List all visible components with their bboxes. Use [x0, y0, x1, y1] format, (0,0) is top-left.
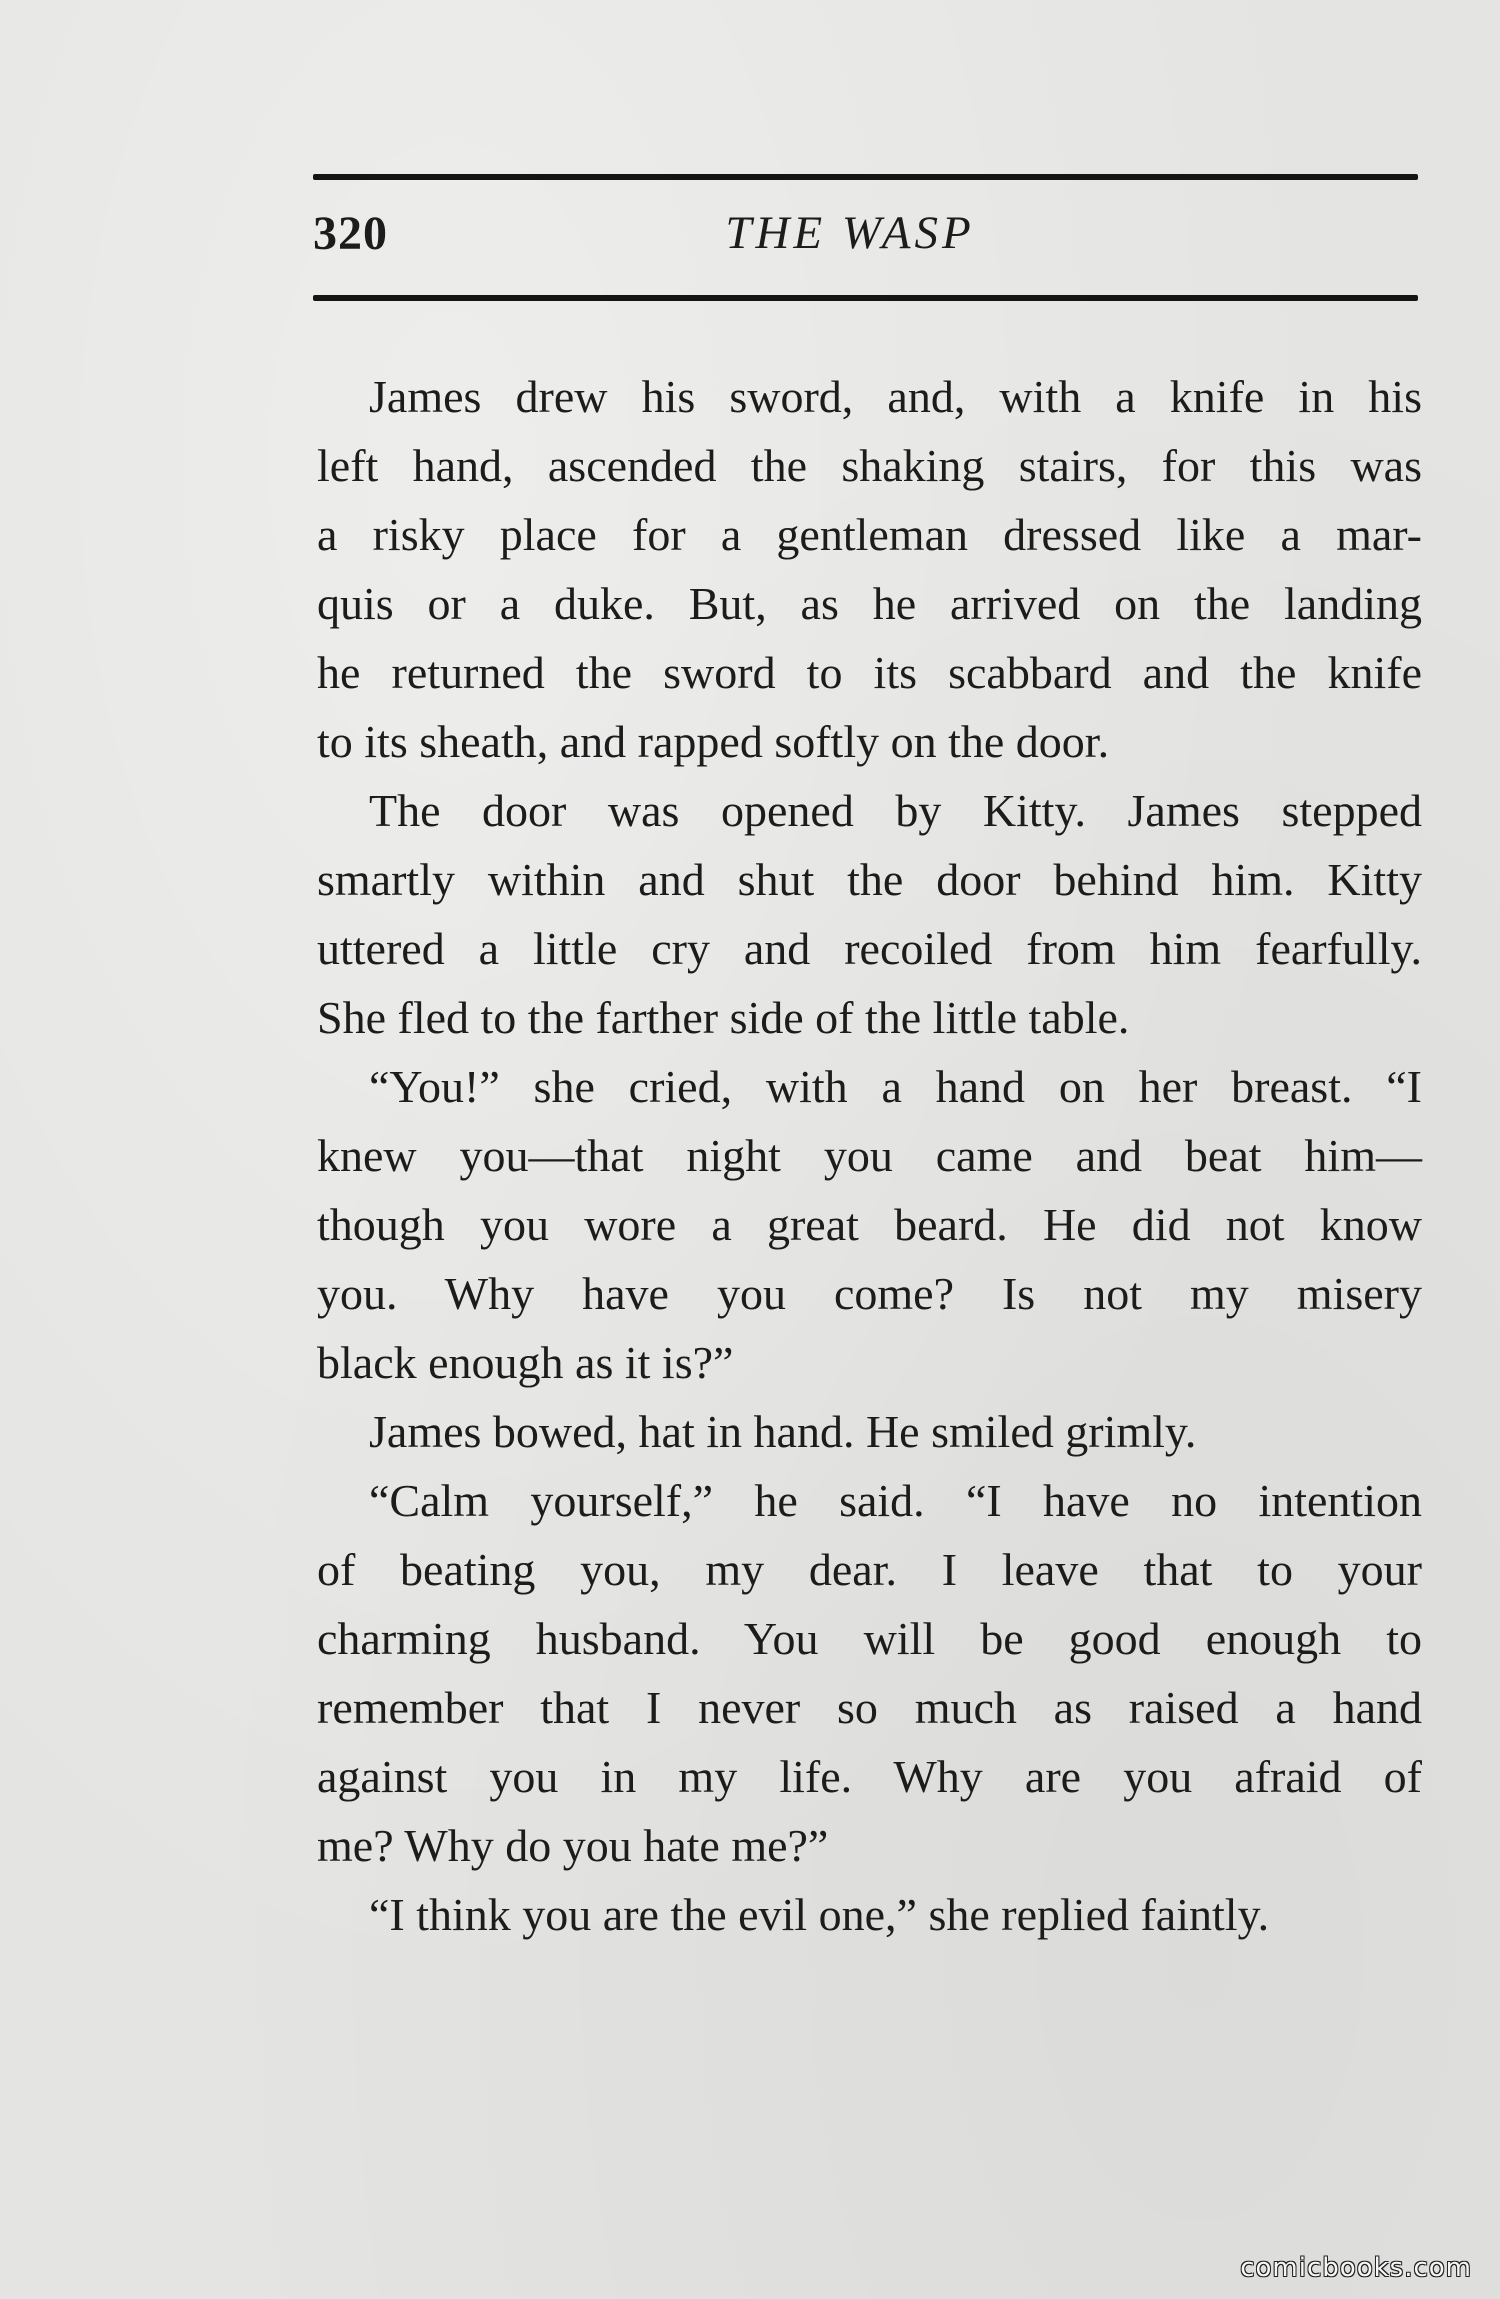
- text-line: “Calm yourself,” he said. “I have no intention: [369, 1475, 1422, 1526]
- watermark: comicbooks.com: [1240, 2253, 1472, 2283]
- body-text: [317, 362, 1422, 1949]
- text-line: you. Why have you come? Is not my misery: [317, 1268, 1422, 1319]
- text-line: The door was opened by Kitty. James stepped: [369, 785, 1422, 836]
- text-line: left hand, ascended the shaking stairs, for this was: [317, 440, 1422, 491]
- text-line: black enough as it is?”: [317, 1337, 734, 1388]
- header-rule-bottom: [313, 295, 1418, 301]
- text-line: She fled to the farther side of the little table.: [317, 992, 1130, 1043]
- text-line: me? Why do you hate me?”: [317, 1820, 829, 1871]
- text-line: James drew his sword, and, with a knife in his: [369, 371, 1422, 422]
- text-line: charming husband. You will be good enough to: [317, 1613, 1422, 1664]
- text-line: quis or a duke. But, as he arrived on the landing: [317, 578, 1422, 629]
- text-line: of beating you, my dear. I leave that to your: [317, 1544, 1422, 1595]
- text-line: knew you—that night you came and beat him—: [317, 1130, 1422, 1181]
- text-line: against you in my life. Why are you afraid of: [317, 1751, 1422, 1802]
- text-line: though you wore a great beard. He did not know: [317, 1199, 1422, 1250]
- text-line: James bowed, hat in hand. He smiled grimly.: [369, 1406, 1197, 1457]
- running-title: THE WASP: [725, 207, 975, 259]
- text-line: “You!” she cried, with a hand on her breast. “I: [369, 1061, 1422, 1112]
- text-line: uttered a little cry and recoiled from him fearfully.: [317, 923, 1422, 974]
- text-line: “I think you are the evil one,” she replied faintly.: [369, 1889, 1270, 1940]
- text-line: he returned the sword to its scabbard and the knife: [317, 647, 1422, 698]
- text-line: remember that I never so much as raised a hand: [317, 1682, 1422, 1733]
- header-rule-top: [313, 174, 1418, 180]
- text-line: to its sheath, and rapped softly on the door.: [317, 716, 1110, 767]
- text-line: a risky place for a gentleman dressed like a mar-: [317, 509, 1422, 560]
- page-number: 320: [313, 207, 388, 260]
- text-line: smartly within and shut the door behind him. Kitty: [317, 854, 1422, 905]
